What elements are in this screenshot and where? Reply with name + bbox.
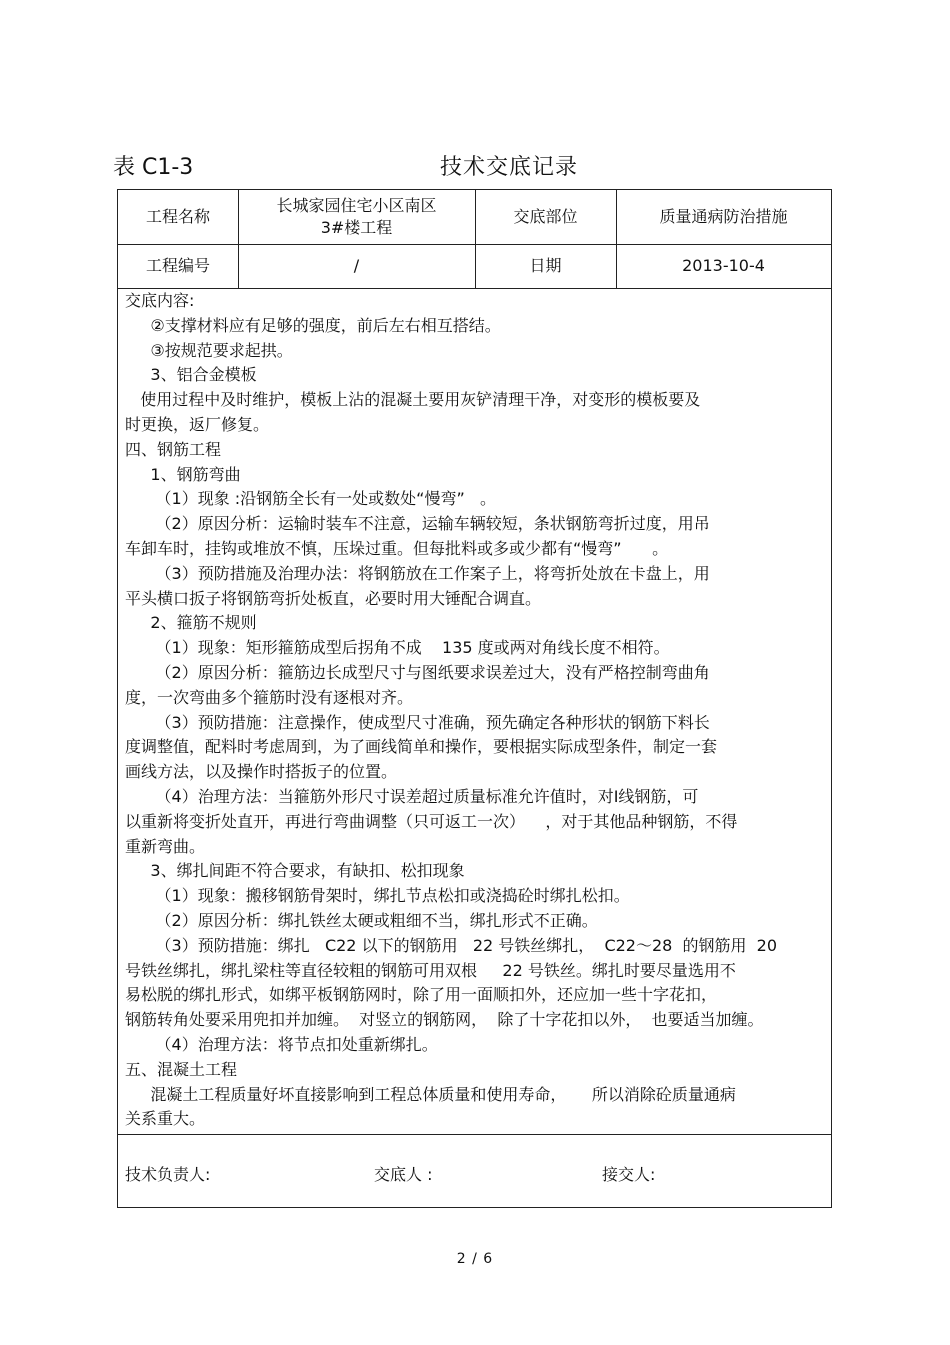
tech-lead-label: 技术负责人:: [125, 1165, 211, 1184]
content-line: 以重新将变折处直开，再进行弯曲调整（只可返工一次） ，对于其他品种钢筋，不得: [125, 811, 738, 831]
content-line: 3、铝合金模板: [125, 365, 257, 385]
content-line: （4）治理方法：将节点扣处重新绑扎。: [125, 1034, 438, 1054]
content-line: 混凝土工程质量好坏直接影响到工程总体质量和使用寿命， 所以消除砼质量通病: [125, 1084, 736, 1104]
content-line: 关系重大。: [125, 1109, 206, 1129]
content-line: 四、钢筋工程: [125, 439, 222, 459]
content-line: 2、箍筋不规则: [125, 613, 257, 633]
form-code: 表 C1-3: [113, 155, 194, 180]
page-indicator: 2 / 6: [456, 1251, 494, 1267]
content-line: 1、钢筋弯曲: [125, 464, 241, 484]
document-title: 技术交底记录: [440, 155, 579, 180]
receiver-label: 接交人:: [602, 1165, 656, 1184]
content-line: 重新弯曲。: [125, 836, 206, 856]
content-line: 画线方法，以及操作时搭扳子的位置。: [125, 762, 398, 782]
content-line: （2）原因分析：运输时装车不注意，运输车辆较短，条状钢筋弯折过度，用吊: [125, 514, 710, 534]
content-line: 3、绑扎间距不符合要求，有缺扣、松扣现象: [125, 861, 465, 881]
content-line: （3）预防措施：绑扎 C22 以下的钢筋用 22 号铁丝绑扎， C22～28 的钢筋用 20: [125, 935, 778, 955]
disclosure-record-table: [117, 189, 832, 1208]
date-label: 日期: [529, 256, 562, 275]
content-line: （3）预防措施及治理办法：将钢筋放在工作案子上，将弯折处放在卡盘上，用: [125, 563, 710, 583]
content-line: 度调整值，配料时考虑周到，为了画线简单和操作，要根据实际成型条件，制定一套: [125, 737, 718, 757]
project-name-line2: 3#楼工程: [320, 218, 393, 237]
project-name-label: 工程名称: [145, 207, 210, 226]
date-value: 2013-10-4: [682, 256, 765, 275]
content-line: 钢筋转角处要采用兜扣并加缠。 对竖立的钢筋网， 除了十字花扣以外， 也要适当加缠。: [125, 1010, 764, 1030]
content-line: （2）原因分析：箍筋边长成型尺寸与图纸要求误差过大，没有严格控制弯曲角: [125, 662, 710, 682]
content-line: 易松脱的绑扎形式，如绑平板钢筋网时，除了用一面顺扣外，还应加一些十字花扣，: [125, 985, 718, 1005]
content-line: 度，一次弯曲多个箍筋时没有逐根对齐。: [125, 687, 414, 707]
content-line: 号铁丝绑扎，绑扎梁柱等直径较粗的钢筋可用双根 22 号铁丝。绑扎时要尽量选用不: [125, 960, 736, 980]
content-line: 平头横口扳子将钢筋弯折处板直，必要时用大锤配合调直。: [125, 588, 542, 608]
row-divider: [118, 1134, 831, 1135]
discloser-label: 交底人 :: [374, 1165, 433, 1184]
disclosure-content: [125, 289, 825, 1132]
content-line: 时更换，返厂修复。: [125, 414, 270, 434]
content-line: （1）现象：矩形箍筋成型后拐角不成 135 度或两对角线长度不相符。: [125, 638, 670, 658]
content-line: （1）现象 :沿钢筋全长有一处或数处“慢弯” 。: [125, 489, 497, 509]
project-name-value: [238, 190, 475, 244]
content-line: （2）原因分析：绑扎铁丝太硬或粗细不当，绑扎形式不正确。: [125, 910, 598, 930]
part-value: 质量通病防治措施: [659, 207, 788, 226]
content-line: 五、混凝土工程: [125, 1059, 238, 1079]
content-line: 使用过程中及时维护，模板上沾的混凝土要用灰铲清理干净，对变形的模板要及: [125, 390, 701, 410]
project-no-value: /: [353, 256, 360, 275]
project-name-line1: 长城家园住宅小区南区: [276, 196, 437, 215]
content-line: 交底内容:: [125, 291, 195, 310]
content-line: （1）现象：搬移钢筋骨架时，绑扎节点松扣或浇捣砼时绑扎松扣。: [125, 886, 630, 906]
content-line: （3）预防措施：注意操作，使成型尺寸准确，预先确定各种形状的钢筋下料长: [125, 712, 710, 732]
content-line: ②支撑材料应有足够的强度，前后左右相互搭结。: [125, 315, 501, 335]
content-line: 车卸车时，挂钩或堆放不慎，压垛过重。但每批料或多或少都有“慢弯” 。: [125, 538, 669, 558]
content-line: ③按规范要求起拱。: [125, 340, 293, 360]
project-no-label: 工程编号: [145, 256, 210, 275]
content-line: （4）治理方法：当箍筋外形尺寸误差超过质量标准允许值时，对Ⅰ线钢筋，可: [125, 786, 699, 806]
part-label: 交底部位: [513, 207, 578, 226]
